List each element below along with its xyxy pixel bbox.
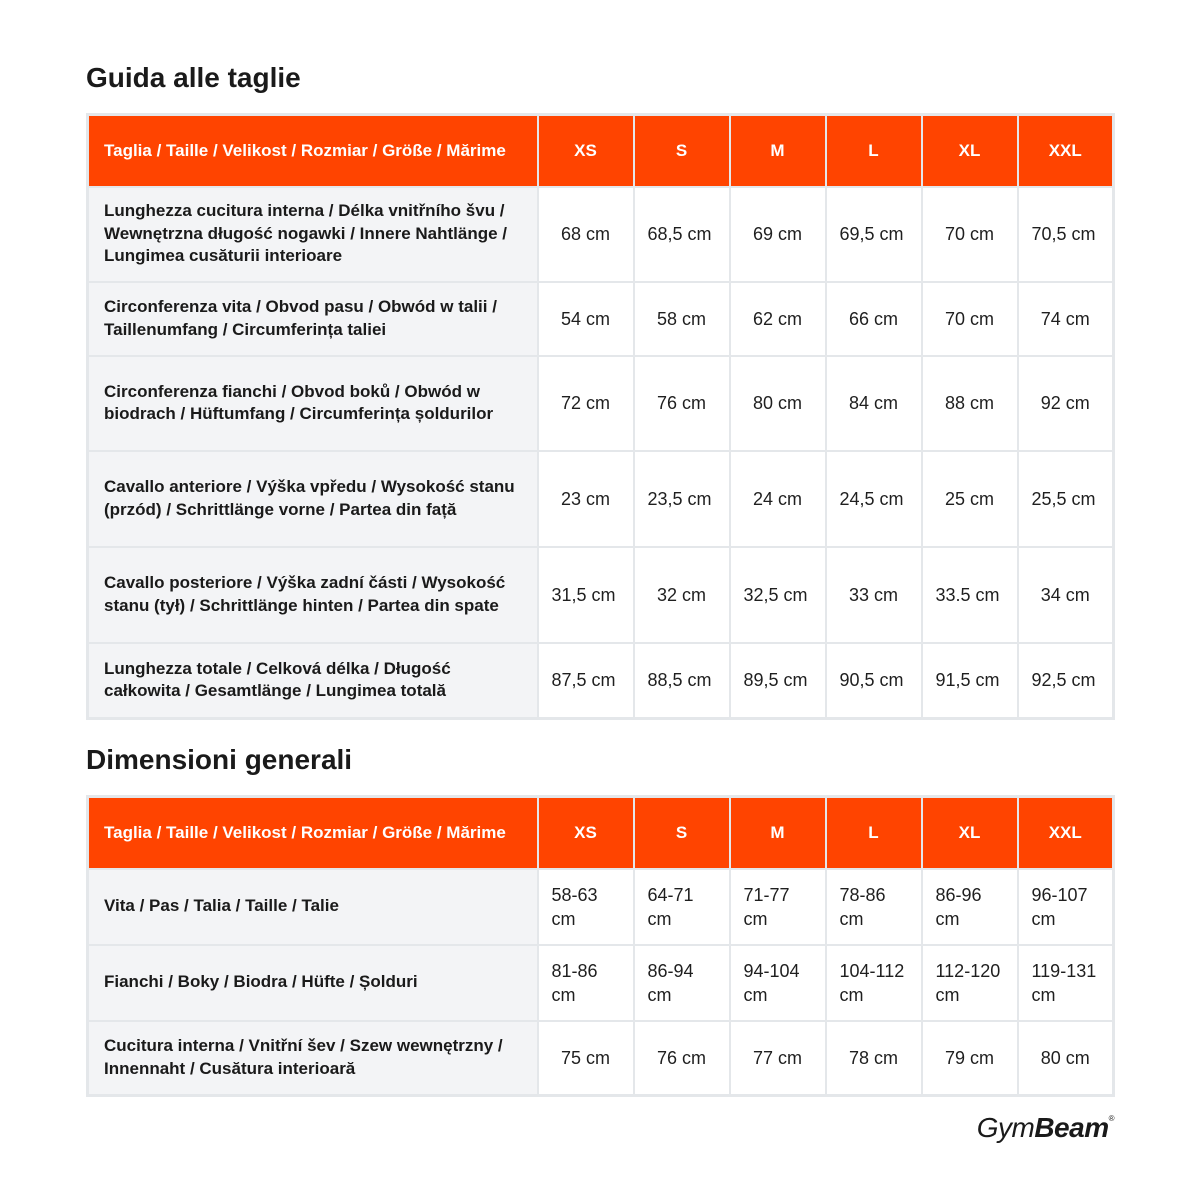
measurement-cell: 76 cm <box>634 356 730 451</box>
measurement-cell: 84 cm <box>826 356 922 451</box>
measurement-cell: 88,5 cm <box>634 643 730 719</box>
table-row <box>88 869 1114 945</box>
measurement-cell: 76 cm <box>634 1021 730 1096</box>
size-column-header: S <box>634 115 730 187</box>
size-header-label: Taglia / Taille / Velikost / Rozmiar / Größe / Mărime <box>88 797 538 869</box>
general-dimensions-title: Dimensioni generali <box>86 744 353 775</box>
measurement-cell: 24,5 cm <box>826 451 922 547</box>
measurement-cell: 64-71 cm <box>634 869 730 945</box>
measurement-cell: 32 cm <box>634 547 730 643</box>
measurement-cell: 31,5 cm <box>538 547 634 643</box>
measurement-cell: 75 cm <box>538 1021 634 1096</box>
row-label: Cucitura interna / Vnitřní šev / Szew wewnętrzny / Innennaht / Cusătura interioară <box>88 1021 538 1096</box>
measurement-cell: 78 cm <box>826 1021 922 1096</box>
size-guide-table <box>86 113 1115 720</box>
size-guide-title: Guida alle taglie <box>86 62 301 93</box>
measurement-cell: 91,5 cm <box>922 643 1018 719</box>
measurement-cell: 32,5 cm <box>730 547 826 643</box>
measurement-cell: 72 cm <box>538 356 634 451</box>
gymbeam-logo: GymBeam® <box>976 1112 1114 1143</box>
row-label: Circonferenza fianchi / Obvod boků / Obwód w biodrach / Hüftumfang / Circumferința șoldurilor <box>88 356 538 451</box>
measurement-cell: 62 cm <box>730 282 826 356</box>
row-label: Circonferenza vita / Obvod pasu / Obwód w talii / Taillenumfang / Circumferința taliei <box>88 282 538 356</box>
table-row <box>88 282 1114 356</box>
measurement-cell: 119-131 cm <box>1018 945 1114 1021</box>
size-column-header: XXL <box>1018 797 1114 869</box>
measurement-cell: 86-94 cm <box>634 945 730 1021</box>
row-label: Cavallo posteriore / Výška zadní části / Wysokość stanu (tył) / Schrittlänge hinten / Partea din spate <box>88 547 538 643</box>
row-label: Fianchi / Boky / Biodra / Hüfte / Șolduri <box>88 945 538 1021</box>
measurement-cell: 23,5 cm <box>634 451 730 547</box>
size-column-header: XL <box>922 115 1018 187</box>
measurement-cell: 69 cm <box>730 187 826 282</box>
measurement-cell: 94-104 cm <box>730 945 826 1021</box>
measurement-cell: 96-107 cm <box>1018 869 1114 945</box>
measurement-cell: 92 cm <box>1018 356 1114 451</box>
row-label: Cavallo anteriore / Výška vpředu / Wysokość stanu (przód) / Schrittlänge vorne / Partea din față <box>88 451 538 547</box>
measurement-cell: 68,5 cm <box>634 187 730 282</box>
measurement-cell: 66 cm <box>826 282 922 356</box>
size-header-label: Taglia / Taille / Velikost / Rozmiar / Größe / Mărime <box>88 115 538 187</box>
measurement-cell: 89,5 cm <box>730 643 826 719</box>
table-row <box>88 356 1114 451</box>
measurement-cell: 86-96 cm <box>922 869 1018 945</box>
measurement-cell: 80 cm <box>730 356 826 451</box>
measurement-cell: 88 cm <box>922 356 1018 451</box>
measurement-cell: 70,5 cm <box>1018 187 1114 282</box>
header-row <box>88 115 1114 187</box>
row-label: Lunghezza cucitura interna / Délka vnitřního švu / Wewnętrzna długość nogawki / Innere Nahtlänge / Lungimea cusăturii interioare <box>88 187 538 282</box>
measurement-cell: 58-63 cm <box>538 869 634 945</box>
measurement-cell: 68 cm <box>538 187 634 282</box>
size-column-header: L <box>826 797 922 869</box>
general-dimensions-table <box>86 795 1115 1097</box>
measurement-cell: 87,5 cm <box>538 643 634 719</box>
table-row <box>88 451 1114 547</box>
measurement-cell: 104-112 cm <box>826 945 922 1021</box>
measurement-cell: 25,5 cm <box>1018 451 1114 547</box>
measurement-cell: 90,5 cm <box>826 643 922 719</box>
measurement-cell: 112-120 cm <box>922 945 1018 1021</box>
size-column-header: XL <box>922 797 1018 869</box>
measurement-cell: 23 cm <box>538 451 634 547</box>
size-column-header: XS <box>538 797 634 869</box>
measurement-cell: 79 cm <box>922 1021 1018 1096</box>
measurement-cell: 25 cm <box>922 451 1018 547</box>
measurement-cell: 58 cm <box>634 282 730 356</box>
size-column-header: XS <box>538 115 634 187</box>
measurement-cell: 70 cm <box>922 187 1018 282</box>
table-row <box>88 547 1114 643</box>
size-column-header: M <box>730 115 826 187</box>
size-column-header: M <box>730 797 826 869</box>
size-column-header: XXL <box>1018 115 1114 187</box>
table-row <box>88 945 1114 1021</box>
measurement-cell: 33.5 cm <box>922 547 1018 643</box>
table-row <box>88 1021 1114 1096</box>
table-row <box>88 643 1114 719</box>
measurement-cell: 80 cm <box>1018 1021 1114 1096</box>
measurement-cell: 74 cm <box>1018 282 1114 356</box>
table-row <box>88 187 1114 282</box>
measurement-cell: 69,5 cm <box>826 187 922 282</box>
measurement-cell: 34 cm <box>1018 547 1114 643</box>
measurement-cell: 70 cm <box>922 282 1018 356</box>
measurement-cell: 78-86 cm <box>826 869 922 945</box>
row-label: Lunghezza totale / Celková délka / Długość całkowita / Gesamtlänge / Lungimea totală <box>88 643 538 719</box>
size-column-header: L <box>826 115 922 187</box>
measurement-cell: 24 cm <box>730 451 826 547</box>
measurement-cell: 71-77 cm <box>730 869 826 945</box>
measurement-cell: 81-86 cm <box>538 945 634 1021</box>
measurement-cell: 92,5 cm <box>1018 643 1114 719</box>
size-column-header: S <box>634 797 730 869</box>
measurement-cell: 33 cm <box>826 547 922 643</box>
header-row <box>88 797 1114 869</box>
row-label: Vita / Pas / Talia / Taille / Talie <box>88 869 538 945</box>
measurement-cell: 77 cm <box>730 1021 826 1096</box>
measurement-cell: 54 cm <box>538 282 634 356</box>
